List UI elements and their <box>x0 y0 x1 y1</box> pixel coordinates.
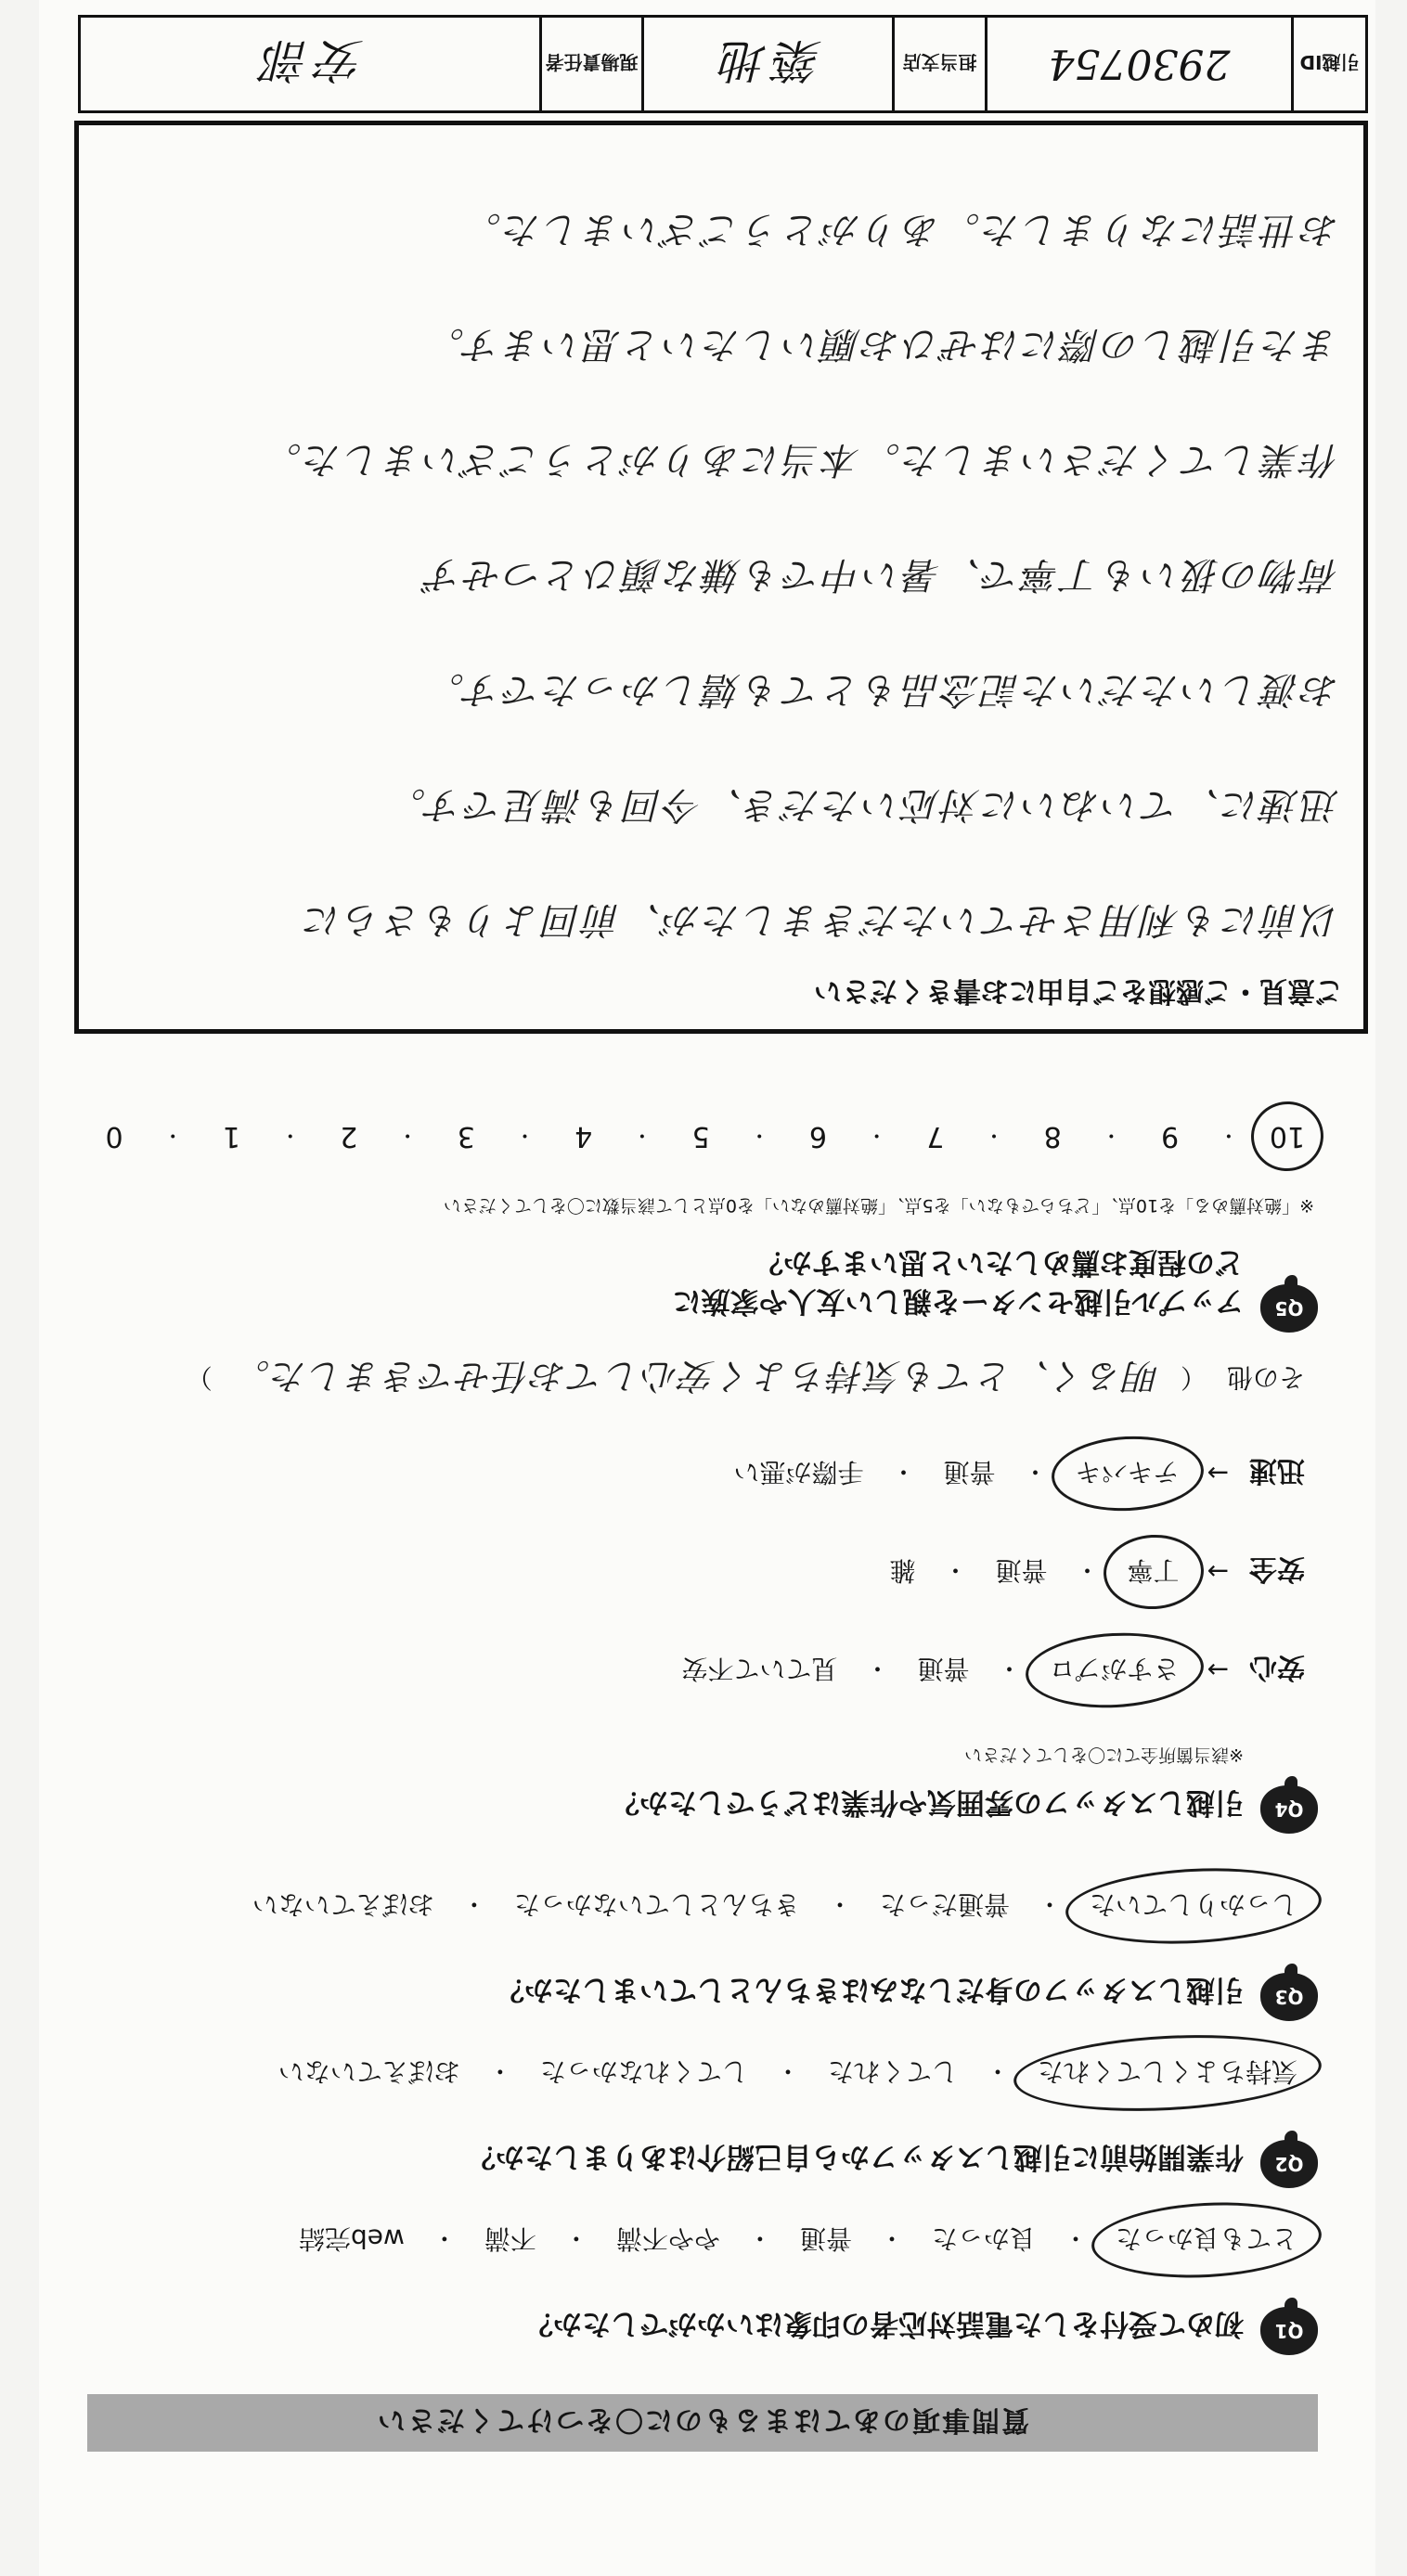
q5-scale: 10 ・ 9 ・ 8 ・ 7 ・ 6 ・ 5 ・ 4 ・ 3 ・ 2 ・ 1 ・ 0 <box>84 1120 1318 1153</box>
comment-line: 作業してくださいました。本当にありがとうございました。 <box>262 438 1339 481</box>
q4-anzen-option-careful[interactable]: 丁寧 <box>1120 1550 1187 1594</box>
scale-1[interactable]: 1 <box>222 1120 241 1153</box>
question-q2-text: 作業開始前に引越しスタッフから自己紹介はありましたか？ <box>467 2140 1244 2173</box>
comment-line: 荷物の扱いも丁寧で、暑い中でも嫌な顔ひとつせず <box>422 553 1339 596</box>
id-table-label-leader: 現場責任者 <box>539 18 641 110</box>
question-q5-text-line1: アップル引越センターを親しい友人や家族に <box>672 1284 1244 1318</box>
q1-option-dissatisfied[interactable]: 不満 <box>484 2223 536 2254</box>
q1-option-normal[interactable]: 普通 <box>799 2223 852 2254</box>
scale-8[interactable]: 8 <box>1043 1120 1062 1153</box>
q4-row-anzen-label: 安全 <box>1249 1552 1305 1585</box>
q4-anshin-option-pro[interactable]: さすがプロ <box>1042 1648 1187 1693</box>
id-table-label-move-id: 引越ID <box>1291 18 1365 110</box>
q1-options: とても良かった ・ 良かった ・ 普通 ・ やや不満 ・ 不満 ・ web完結 <box>291 2218 1305 2262</box>
comment-line: お世話になりました。ありがとうございました。 <box>461 208 1339 251</box>
id-table-label-branch: 担当支店 <box>892 18 985 110</box>
question-q3-text: 引越しスタッフの身だしなみはきちんとしていましたか？ <box>496 1973 1244 2006</box>
apple-q3-icon: Q3 <box>1260 1973 1318 2021</box>
comment-line: お渡しいただいた記念品もとても嬉しかったです。 <box>424 668 1339 711</box>
comment-line: 以前にも利用させていただきましたが、前回よりもさらに <box>302 898 1339 941</box>
question-q1-text: 初めて受付をした電話対応者の印象はいかがでしたか？ <box>524 2307 1244 2340</box>
arrow-right-icon: → <box>1207 1458 1229 1489</box>
instruction-banner: 質問事項のあてはまるものに〇をつけてください <box>87 2394 1318 2452</box>
q4-row-anshin: 安心 → さすがプロ ・ 普通 ・ 見ていて不安 <box>674 1648 1305 1693</box>
q2-options: 気持ちよくしてくれた ・ してくれた ・ してくれなかった ・ おぼえていない <box>271 2051 1305 2095</box>
arrow-right-icon: → <box>1207 1556 1229 1588</box>
id-table-value-move-id: 2930754 <box>985 18 1291 110</box>
scale-2[interactable]: 2 <box>340 1120 358 1153</box>
q3-option-normal[interactable]: 普通だった <box>879 1889 1010 1920</box>
q4-jinsoku-option-normal[interactable]: 普通 <box>943 1457 996 1488</box>
q2-option-dont-remember[interactable]: おぼえていない <box>278 2056 460 2087</box>
id-table <box>78 15 1368 113</box>
scale-6[interactable]: 6 <box>808 1120 827 1153</box>
apple-q1-icon: Q1 <box>1260 2307 1318 2355</box>
scale-4[interactable]: 4 <box>574 1120 593 1153</box>
scale-10[interactable]: 10 <box>1257 1120 1318 1153</box>
q4-other-input[interactable]: 明るく、とても気持ちよく安心してお任せできました。 <box>232 1356 1160 1397</box>
q4-row-jinsoku-label: 迅速 <box>1249 1454 1305 1487</box>
q4-anshin-option-anxious[interactable]: 見ていて不安 <box>681 1654 838 1684</box>
q4-row-anzen: 安全 → 丁寧 ・ 普通 ・ 雑 <box>882 1550 1305 1594</box>
q4-anshin-option-normal[interactable]: 普通 <box>917 1654 970 1684</box>
comment-box[interactable] <box>74 121 1368 1034</box>
q4-anzen-option-rough[interactable]: 雑 <box>889 1555 916 1586</box>
q3-option-not-neat[interactable]: きちんとしていなかった <box>513 1889 800 1920</box>
scale-5[interactable]: 5 <box>691 1120 710 1153</box>
q1-option-web[interactable]: web完結 <box>298 2223 405 2254</box>
id-table-value-leader: 安部 <box>256 33 364 87</box>
q3-option-neat[interactable]: しっかりしていた <box>1082 1884 1305 1928</box>
q1-option-somewhat-dissatisfied[interactable]: やや不満 <box>615 2223 720 2254</box>
apple-q2-icon: Q2 <box>1260 2140 1318 2188</box>
question-q4-text: 引越しスタッフの雰囲気や作業はどうでしたか？ <box>611 1785 1244 1819</box>
q4-row-other: その他 （ 明るく、とても気持ちよく安心してお任せできました。 ） <box>187 1354 1305 1405</box>
scale-0[interactable]: 0 <box>105 1120 123 1153</box>
q4-jinsoku-option-quick[interactable]: テキパキ <box>1068 1451 1187 1496</box>
scale-9[interactable]: 9 <box>1161 1120 1180 1153</box>
q4-note: ※該当箇所全てに〇をしてください <box>964 1745 1244 1765</box>
q4-anzen-option-normal[interactable]: 普通 <box>995 1555 1048 1586</box>
q4-row-jinsoku: 迅速 → テキパキ ・ 普通 ・ 手際が悪い <box>726 1451 1305 1496</box>
q3-options: しっかりしていた ・ 普通だった ・ きちんとしていなかった ・ おぼえていない <box>245 1884 1305 1928</box>
q2-option-yes[interactable]: してくれた <box>827 2056 958 2087</box>
apple-q4-icon: Q4 <box>1260 1785 1318 1834</box>
scale-3[interactable]: 3 <box>457 1120 475 1153</box>
q4-row-anshin-label: 安心 <box>1249 1651 1305 1683</box>
q4-jinsoku-option-clumsy[interactable]: 手際が悪い <box>733 1457 864 1488</box>
arrow-right-icon: → <box>1207 1655 1229 1686</box>
apple-q5-icon: Q5 <box>1260 1284 1318 1333</box>
q2-option-pleasant[interactable]: 気持ちよくしてくれた <box>1030 2051 1305 2095</box>
q4-other-label: その他 <box>1226 1362 1305 1394</box>
q3-option-dont-remember[interactable]: おぼえていない <box>252 1889 434 1920</box>
question-q5-text-line2: どの程度お薦めしたいと思いますか？ <box>755 1245 1244 1279</box>
comment-line: 迅速に、ていねいに対応いただき、今回も満足です。 <box>385 783 1339 826</box>
id-table-value-branch: 築地 <box>641 18 892 110</box>
q1-option-good[interactable]: 良かった <box>931 2223 1036 2254</box>
q5-note: ※「絶対薦める」を10点、「どちらでもない」を5点、「絶対薦めない」を0点として該当数に〇をしてください <box>443 1195 1314 1216</box>
q1-option-very-good[interactable]: とても良かった <box>1108 2218 1305 2262</box>
comment-line: また引越しの際にはぜひお願いしたいと思います。 <box>424 323 1339 366</box>
comment-box-title: ご意見・ご感想をご自由にお書きください <box>814 974 1343 1007</box>
scale-7[interactable]: 7 <box>926 1120 945 1153</box>
q2-option-no[interactable]: してくれなかった <box>539 2056 748 2087</box>
